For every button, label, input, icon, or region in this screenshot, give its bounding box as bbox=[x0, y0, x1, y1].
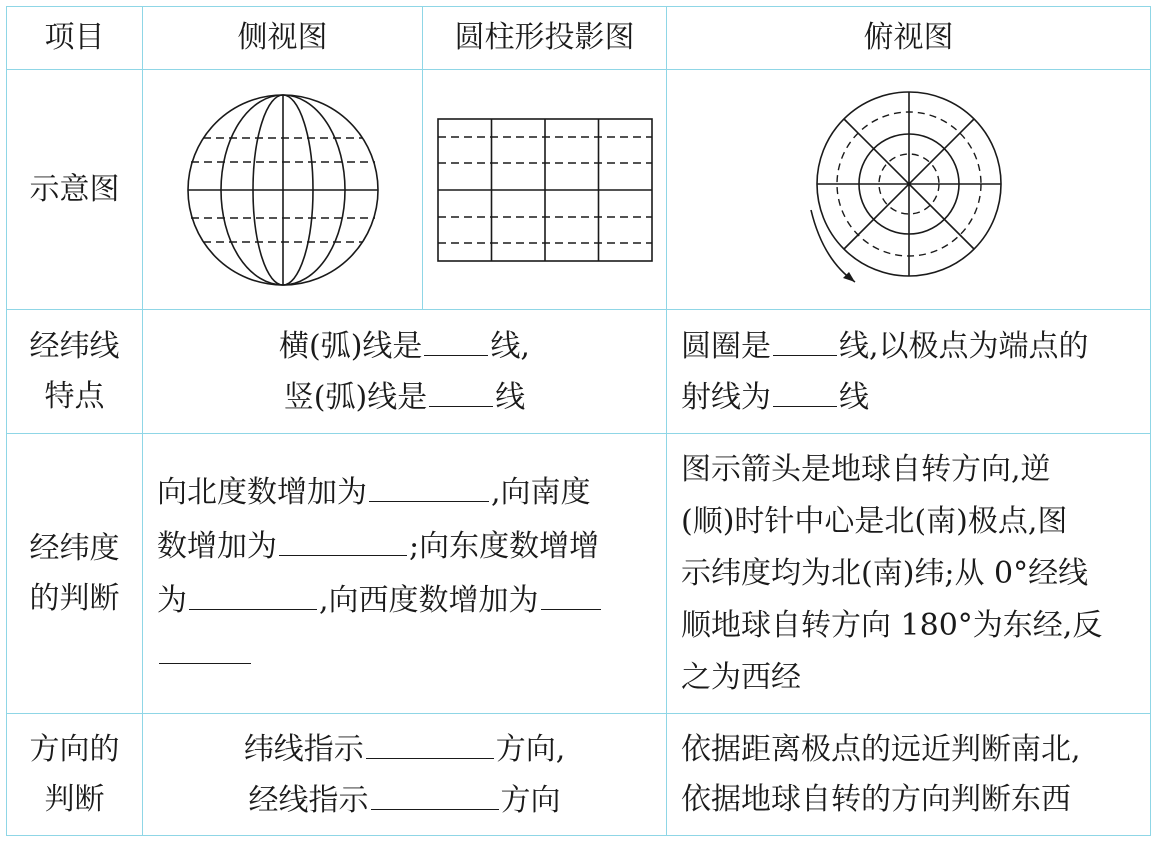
answer-blank[interactable] bbox=[279, 521, 407, 556]
answer-blank[interactable] bbox=[424, 321, 488, 356]
header-item: 项目 bbox=[7, 7, 143, 70]
degree-middle-line3: 为 ,向西度数增加为 bbox=[157, 574, 658, 628]
header-top-view: 俯视图 bbox=[667, 7, 1151, 70]
direction-middle-line1: 纬线指示 方向, bbox=[143, 724, 666, 775]
degree-right-line5: 之为西经 bbox=[681, 659, 801, 695]
degree-middle-cell bbox=[143, 434, 667, 714]
direction-label-line2: 判断 bbox=[44, 781, 105, 817]
direction-label-line1: 方向的 bbox=[29, 731, 120, 767]
degree-middle-line2: 数增加为 ;向东度数增增 bbox=[157, 520, 658, 574]
top-view-cell bbox=[667, 70, 1151, 310]
features-label-line2: 特点 bbox=[44, 378, 105, 414]
side-view-cell bbox=[143, 70, 423, 310]
answer-blank[interactable] bbox=[541, 575, 601, 610]
direction-right-line2: 依据地球自转的方向判断东西 bbox=[681, 781, 1071, 817]
direction-row-label bbox=[7, 714, 143, 836]
features-right-line1: 圆圈是 线,以极点为端点的 bbox=[681, 321, 1142, 372]
cylindrical-view-cell bbox=[423, 70, 667, 310]
features-label-line1: 经纬线 bbox=[29, 328, 120, 364]
features-middle-cell bbox=[143, 310, 667, 434]
degree-row-label bbox=[7, 434, 143, 714]
degree-right-cell bbox=[667, 434, 1151, 714]
features-right-line2: 射线为 线 bbox=[681, 372, 1142, 423]
header-side-view: 侧视图 bbox=[143, 7, 423, 70]
rotation-arrow-icon bbox=[811, 210, 855, 282]
answer-blank[interactable] bbox=[429, 372, 493, 407]
header-cylindrical-projection: 圆柱形投影图 bbox=[423, 7, 667, 70]
side-view-globe-diagram bbox=[183, 90, 383, 290]
degree-middle-line4 bbox=[157, 628, 658, 682]
degree-right-line2: (顺)时针中心是北(南)极点,图 bbox=[681, 503, 1068, 539]
features-row bbox=[7, 310, 1151, 434]
direction-right-line1: 依据距离极点的远近判断南北, bbox=[681, 731, 1081, 767]
features-right-cell bbox=[667, 310, 1151, 434]
comparison-table bbox=[6, 6, 1151, 836]
answer-blank[interactable] bbox=[189, 575, 317, 610]
answer-blank[interactable] bbox=[371, 775, 499, 810]
direction-right-cell bbox=[667, 714, 1151, 836]
diagram-row bbox=[7, 70, 1151, 310]
direction-judgement-row bbox=[7, 714, 1151, 836]
degree-right-line3: 示纬度均为北(南)纬;从 0°经线 bbox=[681, 555, 1089, 591]
answer-blank[interactable] bbox=[369, 467, 489, 502]
top-view-polar-diagram bbox=[809, 90, 1009, 290]
degree-middle-line1: 向北度数增加为 ,向南度 bbox=[157, 466, 658, 520]
degree-label-line2: 的判断 bbox=[29, 580, 120, 616]
degree-label-line1: 经纬度 bbox=[29, 530, 120, 566]
cylindrical-projection-grid bbox=[436, 117, 654, 263]
answer-blank[interactable] bbox=[159, 629, 251, 664]
answer-blank[interactable] bbox=[773, 372, 837, 407]
degree-right-line4: 顺地球自转方向 180°为东经,反 bbox=[681, 607, 1103, 643]
diagram-row-label: 示意图 bbox=[7, 70, 143, 310]
features-middle-line2: 竖(弧)线是 线 bbox=[143, 372, 666, 423]
answer-blank[interactable] bbox=[773, 321, 837, 356]
header-row bbox=[7, 7, 1151, 70]
features-middle-line1: 横(弧)线是 线, bbox=[143, 321, 666, 372]
answer-blank[interactable] bbox=[366, 724, 494, 759]
degree-right-line1: 图示箭头是地球自转方向,逆 bbox=[681, 451, 1051, 487]
degree-judgement-row bbox=[7, 434, 1151, 714]
direction-middle-line2: 经线指示 方向 bbox=[143, 775, 666, 826]
direction-middle-cell bbox=[143, 714, 667, 836]
features-row-label bbox=[7, 310, 143, 434]
